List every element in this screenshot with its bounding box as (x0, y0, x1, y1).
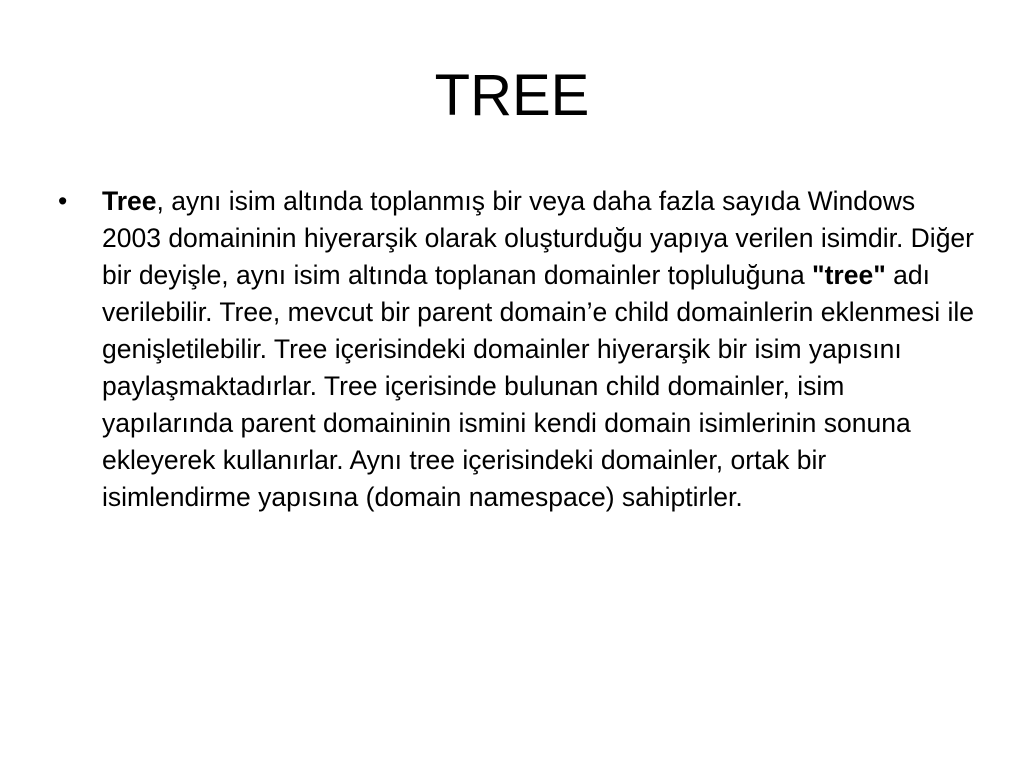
slide-title: TREE (434, 63, 590, 128)
bullet-term: Tree (102, 186, 157, 216)
bullet-point-icon: • (58, 186, 68, 216)
bullet-list (56, 183, 976, 516)
bullet-text-part1: , aynı isim altında toplanmış bir veya daha fazla sayıda Windows 2003 domaininin hiyerarşik olarak oluşturduğu yapıya verilen isimdir. Diğer bir deyişle, aynı isim altında toplanan domainler topluluğuna (102, 186, 974, 290)
bullet-text-part2: adı verilebilir. Tree, mevcut bir parent domain’e child domainlerin eklenmesi ile genişletilebilir. Tree içerisindeki domainler hiyerarşik bir isim yapısını paylaşmaktadırlar. Tree içerisinde bulunan child domainler, isim yapılarında parent domaininin ismini kendi domain isimlerinin sonuna ekleyerek kullanırlar. Aynı tree içerisindeki domainler, ortak bir isimlendirme yapısına (domain namespace) sahiptirler. (102, 260, 974, 512)
bullet-quoted-term: "tree" (812, 260, 886, 290)
bullet-item (56, 183, 976, 516)
